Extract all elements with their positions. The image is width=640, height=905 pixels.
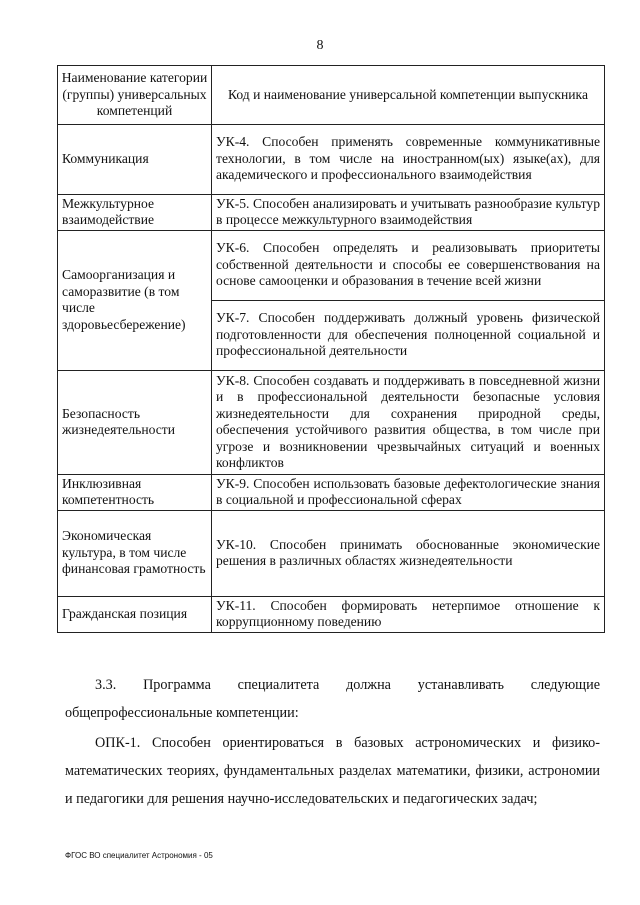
category-cell: Безопасность жизнедеятельности (58, 370, 212, 474)
paragraph-3-3: 3.3. Программа специалитета должна устанавливать следующие общепрофессиональные компетенции: (65, 677, 600, 721)
competence-cell: УК-6. Способен определять и реализовывать приоритеты собственной деятельности и способы ее совершенствования на основе самооценки и образования в течение всей жизни (212, 230, 605, 300)
category-cell: Межкультурное взаимодействие (58, 194, 212, 230)
category-cell: Инклюзивная компетентность (58, 474, 212, 510)
table-row (58, 124, 605, 194)
competence-cell: УК-4. Способен применять современные коммуникативные технологии, в том числе на иностранном(ых) языке(ах), для академического и профессионального взаимодействия (212, 124, 605, 194)
footer-text: ФГОС ВО специалитет Астрономия - 05 (65, 851, 213, 860)
page-number: 8 (316, 38, 324, 53)
table-row (58, 474, 605, 510)
competence-cell: УК-9. Способен использовать базовые дефектологические знания в социальной и профессиональной сферах (212, 474, 605, 510)
header-category: Наименование категории (группы) универсальных компетенций (58, 66, 212, 125)
table-header-row (58, 66, 605, 125)
table-row (58, 194, 605, 230)
table-row (58, 510, 605, 596)
competence-cell: УК-7. Способен поддерживать должный уровень физической подготовленности для обеспечения полноценной социальной и профессиональной деятельности (212, 300, 605, 370)
competence-cell: УК-10. Способен принимать обоснованные экономические решения в различных областях жизнедеятельности (212, 510, 605, 596)
table-row (58, 370, 605, 474)
paragraph-opk-1: ОПК-1. Способен ориентироваться в базовых астрономических и физико-математических теориях, фундаментальных разделах математики, физики, астрономии и педагогики для решения научно-исследовательских и педагогических задач; (65, 735, 600, 807)
category-cell: Экономическая культура, в том числе финансовая грамотность (58, 510, 212, 596)
competence-cell: УК-11. Способен формировать нетерпимое отношение к коррупционному поведению (212, 596, 605, 632)
category-cell: Коммуникация (58, 124, 212, 194)
category-cell: Гражданская позиция (58, 596, 212, 632)
competencies-table (57, 65, 605, 633)
table-row (58, 596, 605, 632)
table-row (58, 230, 605, 300)
category-cell: Самоорганизация и саморазвитие (в том числе здоровьесбережение) (58, 230, 212, 370)
competence-cell: УК-5. Способен анализировать и учитывать разнообразие культур в процессе межкультурного взаимодействия (212, 194, 605, 230)
competence-cell: УК-8. Способен создавать и поддерживать в повседневной жизни и в профессиональной деятельности безопасные условия жизнедеятельности для сохранения природной среды, обеспечения устойчивого развития общества, в том числе при угрозе и возникновении чрезвычайных ситуаций и военных конфликтов (212, 370, 605, 474)
header-competence: Код и наименование универсальной компетенции выпускника (212, 66, 605, 125)
section-paragraph (65, 671, 600, 813)
